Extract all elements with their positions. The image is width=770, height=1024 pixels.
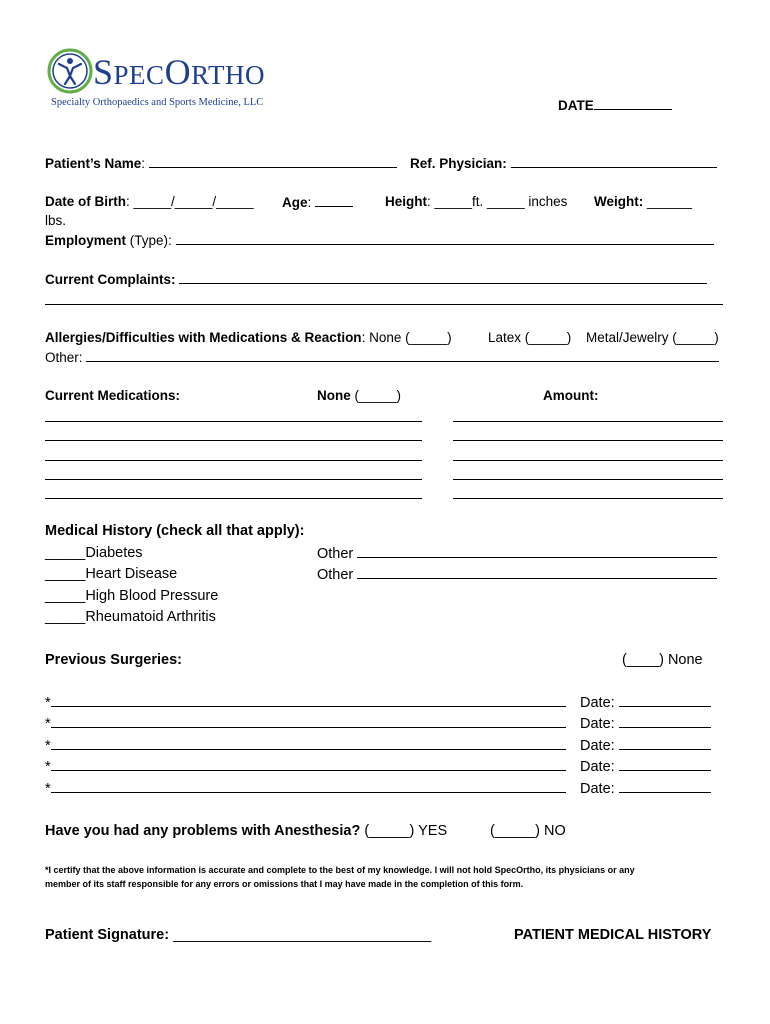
employment-type-label: (Type):	[129, 233, 172, 248]
history-other-field[interactable]	[357, 566, 717, 579]
medications-none-label: None	[317, 388, 351, 403]
complaints-row	[45, 271, 707, 287]
surgery-bullet: *	[45, 781, 51, 797]
dob-label: Date of Birth	[45, 194, 126, 209]
allergies-other-field[interactable]	[86, 349, 719, 362]
anesthesia-no[interactable]: (_____) NO	[490, 823, 566, 839]
anesthesia-yes[interactable]: (_____) YES	[364, 823, 448, 839]
date-field[interactable]	[597, 97, 675, 113]
surgery-bullet: *	[45, 759, 51, 775]
allergies-label: Allergies/Difficulties with Medications & Reaction	[45, 330, 362, 345]
surgery-date-field[interactable]	[619, 737, 711, 750]
anesthesia-row	[45, 823, 447, 839]
surgery-row	[45, 715, 566, 732]
history-item-heart-disease[interactable]: _____Heart Disease	[45, 566, 178, 582]
amount-line[interactable]	[453, 440, 723, 441]
employment-label: Employment	[45, 233, 127, 248]
surgery-field[interactable]	[51, 780, 566, 793]
certification-line-2: member of its staff responsible for any errors or omissions that I may have made in the completion of this form.	[45, 879, 524, 889]
surgery-date-label: Date:	[580, 781, 615, 797]
surgery-row	[45, 758, 566, 775]
surgery-date-row	[580, 694, 711, 711]
surgery-row	[45, 694, 566, 711]
patient-name-row: Patient’s Name:	[45, 155, 397, 171]
history-other-label: Other	[317, 546, 354, 562]
amount-line[interactable]	[453, 479, 723, 480]
amount-line[interactable]	[453, 460, 723, 461]
height-field[interactable]: _____ft. _____ inches	[434, 194, 568, 209]
surgery-bullet: *	[45, 716, 51, 732]
allergies-other-row	[45, 349, 719, 365]
surgery-field[interactable]	[51, 715, 566, 728]
surgery-field[interactable]	[51, 737, 566, 750]
medications-none-field[interactable]: (_____)	[354, 388, 402, 403]
complaints-field-2[interactable]	[45, 304, 723, 305]
complaints-field-1[interactable]	[179, 271, 707, 284]
history-item-rheumatoid-arthritis[interactable]: _____Rheumatoid Arthritis	[45, 609, 216, 625]
medication-line[interactable]	[45, 479, 422, 480]
surgery-field[interactable]	[51, 694, 566, 707]
surgery-date-row	[580, 780, 711, 797]
medication-line[interactable]	[45, 460, 422, 461]
medications-none-row	[317, 388, 401, 403]
medication-line[interactable]	[45, 421, 422, 422]
signature-field[interactable]: ________________________________	[173, 927, 432, 943]
certification-line-1: *I certify that the above information is accurate and complete to the best of my knowledge. I will not hold SpecOrtho, its physicians or any	[45, 865, 635, 875]
medications-amount-label: Amount:	[543, 388, 599, 403]
dob-row: Date of Birth: _____/_____/_____	[45, 194, 254, 209]
date-label: DATE	[558, 97, 672, 113]
surgery-bullet: *	[45, 695, 51, 711]
weight-row	[594, 194, 692, 209]
ref-physician-row	[410, 155, 717, 171]
amount-line[interactable]	[453, 498, 723, 499]
history-other-row	[317, 545, 717, 562]
surgery-date-field[interactable]	[619, 780, 711, 793]
complaints-label: Current Complaints:	[45, 272, 176, 287]
allergies-other-label: Other:	[45, 350, 83, 365]
allergies-none[interactable]: : None (_____)	[361, 330, 452, 345]
history-other-row	[317, 566, 717, 583]
surgery-row	[45, 737, 566, 754]
medical-history-title: Medical History (check all that apply):	[45, 523, 305, 539]
surgery-row	[45, 780, 566, 797]
signature-label: Patient Signature:	[45, 927, 170, 943]
allergies-latex[interactable]: Latex (_____)	[488, 330, 572, 345]
patient-name-label: Patient’s Name	[45, 156, 142, 171]
anesthesia-question: Have you had any problems with Anesthesia?	[45, 823, 361, 839]
surgery-date-label: Date:	[580, 716, 615, 732]
history-other-field[interactable]	[357, 545, 717, 558]
surgery-date-label: Date:	[580, 738, 615, 754]
signature-row	[45, 927, 431, 943]
employment-row	[45, 232, 714, 248]
surgery-date-label: Date:	[580, 695, 615, 711]
surgery-date-row	[580, 758, 711, 775]
weight-label: Weight:	[594, 194, 644, 209]
specortho-logo-icon	[45, 46, 95, 96]
employment-field[interactable]	[176, 232, 714, 245]
allergies-metal[interactable]: Metal/Jewelry (_____)	[586, 330, 719, 345]
surgery-date-row	[580, 715, 711, 732]
weight-field[interactable]: ______	[647, 194, 693, 209]
surgeries-none[interactable]: (____) None	[622, 652, 703, 668]
ref-physician-label: Ref. Physician:	[410, 156, 507, 171]
age-field[interactable]	[315, 194, 353, 207]
logo-tagline: Specialty Orthopaedics and Sports Medicine, LLC	[51, 97, 264, 108]
surgery-date-field[interactable]	[619, 694, 711, 707]
height-row: Height: _____ft. _____ inches	[385, 194, 568, 209]
age-row: Age:	[282, 194, 353, 210]
surgery-field[interactable]	[51, 758, 566, 771]
history-item-diabetes[interactable]: _____Diabetes	[45, 545, 143, 561]
medication-line[interactable]	[45, 498, 422, 499]
history-item-high-blood-pressure[interactable]: _____High Blood Pressure	[45, 588, 219, 604]
patient-name-field[interactable]	[149, 155, 397, 168]
surgery-date-field[interactable]	[619, 758, 711, 771]
lbs-label: lbs.	[45, 213, 67, 228]
form-title: PATIENT MEDICAL HISTORY	[514, 927, 712, 943]
history-other-label: Other	[317, 567, 354, 583]
height-label: Height	[385, 194, 427, 209]
amount-line[interactable]	[453, 421, 723, 422]
medications-label: Current Medications:	[45, 388, 181, 403]
surgery-date-row	[580, 737, 711, 754]
age-label: Age	[282, 195, 308, 210]
surgery-date-label: Date:	[580, 759, 615, 775]
medication-line[interactable]	[45, 440, 422, 441]
surgery-date-field[interactable]	[619, 715, 711, 728]
dob-field[interactable]: _____/_____/_____	[133, 194, 254, 209]
allergies-row	[45, 330, 452, 345]
surgery-bullet: *	[45, 738, 51, 754]
ref-physician-field[interactable]	[511, 155, 717, 168]
logo-wordmark: SPECORTHO	[93, 52, 265, 92]
surgeries-title: Previous Surgeries:	[45, 652, 182, 668]
